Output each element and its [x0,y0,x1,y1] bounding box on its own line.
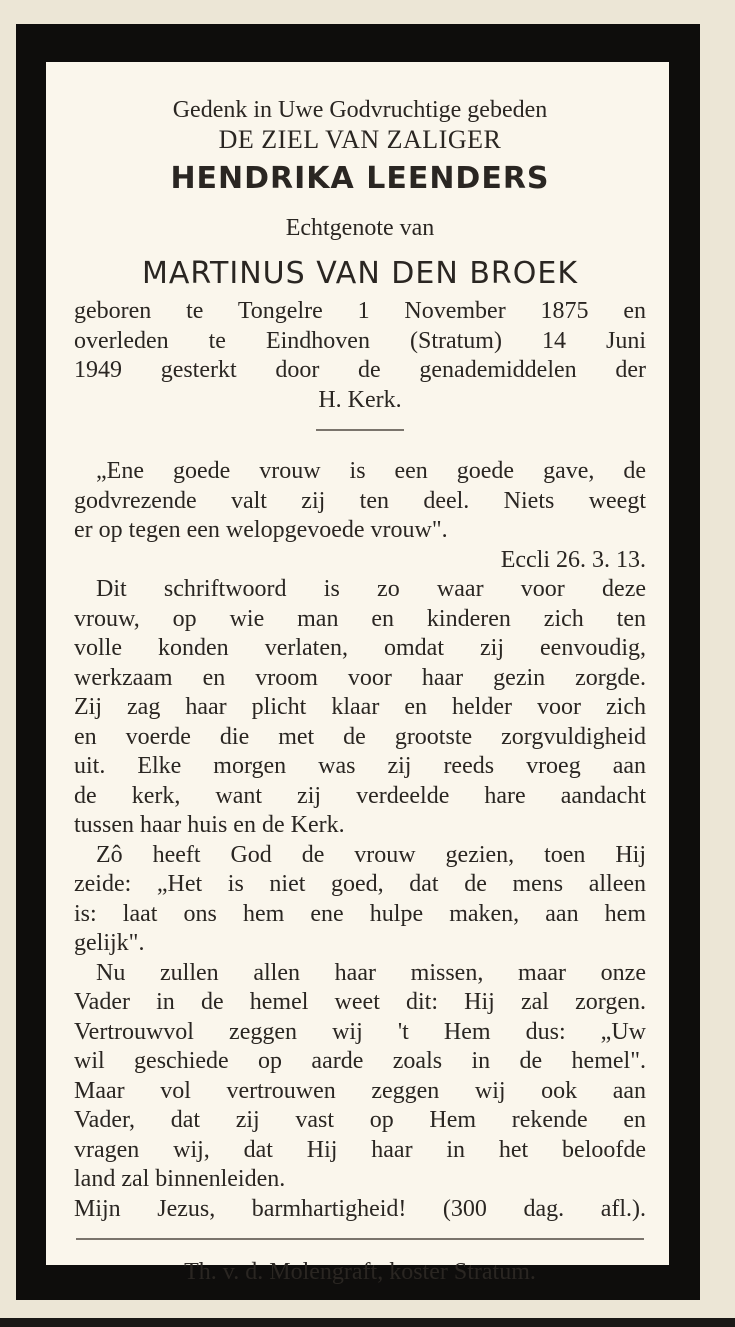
text-line: Vertrouwvol zeggen wij 't Hem dus: „Uw [74,1018,646,1045]
text-line: werkzaam en vroom voor haar gezin zorgde. [74,664,646,691]
mourning-card [16,24,700,1300]
paragraph-2 [74,841,646,959]
scan-edge [0,1318,735,1327]
text-line: vragen wij, dat Hij haar in het beloofde [74,1136,646,1163]
bio-line: 1949 gesterkt door de genademiddelen der [74,357,646,383]
text-line: gelijk". [74,930,145,956]
quote-line: godvrezende valt zij ten deel. Niets weegt [74,487,646,514]
text-line: tussen haar huis en de Kerk. [74,812,345,838]
text-line: en voerde die met de grootste zorgvuldigheid [74,723,646,750]
deceased-name: HENDRIKA LEENDERS [170,161,550,196]
quote-source: Eccli 26. 3. 13. [500,546,646,573]
quote-line: er op tegen een welopgevoede vrouw". [74,517,448,543]
text-line: Zij zag haar plicht klaar en helder voor zich [74,694,646,720]
paragraph-3 [74,959,646,1195]
text-line: volle konden verlaten, omdat zij eenvoudig, [74,635,646,661]
prayer-line: Mijn Jezus, barmhartigheid! (300 dag. afl.). [74,1195,646,1222]
soul-line: DE ZIEL VAN ZALIGER [218,125,502,154]
intro-line: Gedenk in Uwe Godvruchtige gebeden [172,97,548,123]
bio-line: overleden te Eindhoven (Stratum) 14 Juni [74,327,646,354]
paragraph-1 [74,575,646,841]
text-line: Nu zullen allen haar missen, maar onze [96,959,646,986]
text-line: de kerk, want zij verdeelde hare aandacht [74,782,646,809]
printer-credit: Th. v. d. Molengraft, koster Stratum. [184,1259,536,1285]
text-line: Maar vol vertrouwen zeggen wij ook aan [74,1077,646,1104]
bio-line: geboren te Tongelre 1 November 1875 en [74,298,646,324]
text-line: Dit schriftwoord is zo waar voor deze [96,576,646,602]
text-line: vrouw, op wie man en kinderen zich ten [74,605,646,632]
text-line: zeide: „Het is niet goed, dat de mens alleen [74,871,646,897]
text-line: wil geschiede op aarde zoals in de hemel". [74,1048,646,1074]
long-divider [76,1238,644,1240]
bio-line: H. Kerk. [318,386,402,413]
text-line: Zô heeft God de vrouw gezien, toen Hij [96,841,646,868]
text-line: land zal binnenleiden. [74,1166,286,1192]
text-line: Vader in de hemel weet dit: Hij zal zorgen. [74,989,646,1015]
short-divider [316,429,404,431]
card-text [74,96,646,1294]
quote-line: „Ene goede vrouw is een goede gave, de [96,458,646,484]
bio-block [74,297,646,415]
card-paper [46,62,669,1285]
spouse-prefix: Echtgenote van [285,215,435,241]
text-line: is: laat ons hem ene hulpe maken, aan hem [74,900,646,927]
text-line: Vader, dat zij vast op Hem rekende en [74,1107,646,1133]
text-line: uit. Elke morgen was zij reeds vroeg aan [74,753,646,779]
spouse-name: MARTINUS VAN DEN BROEK [141,256,579,291]
quote-block [74,457,646,575]
